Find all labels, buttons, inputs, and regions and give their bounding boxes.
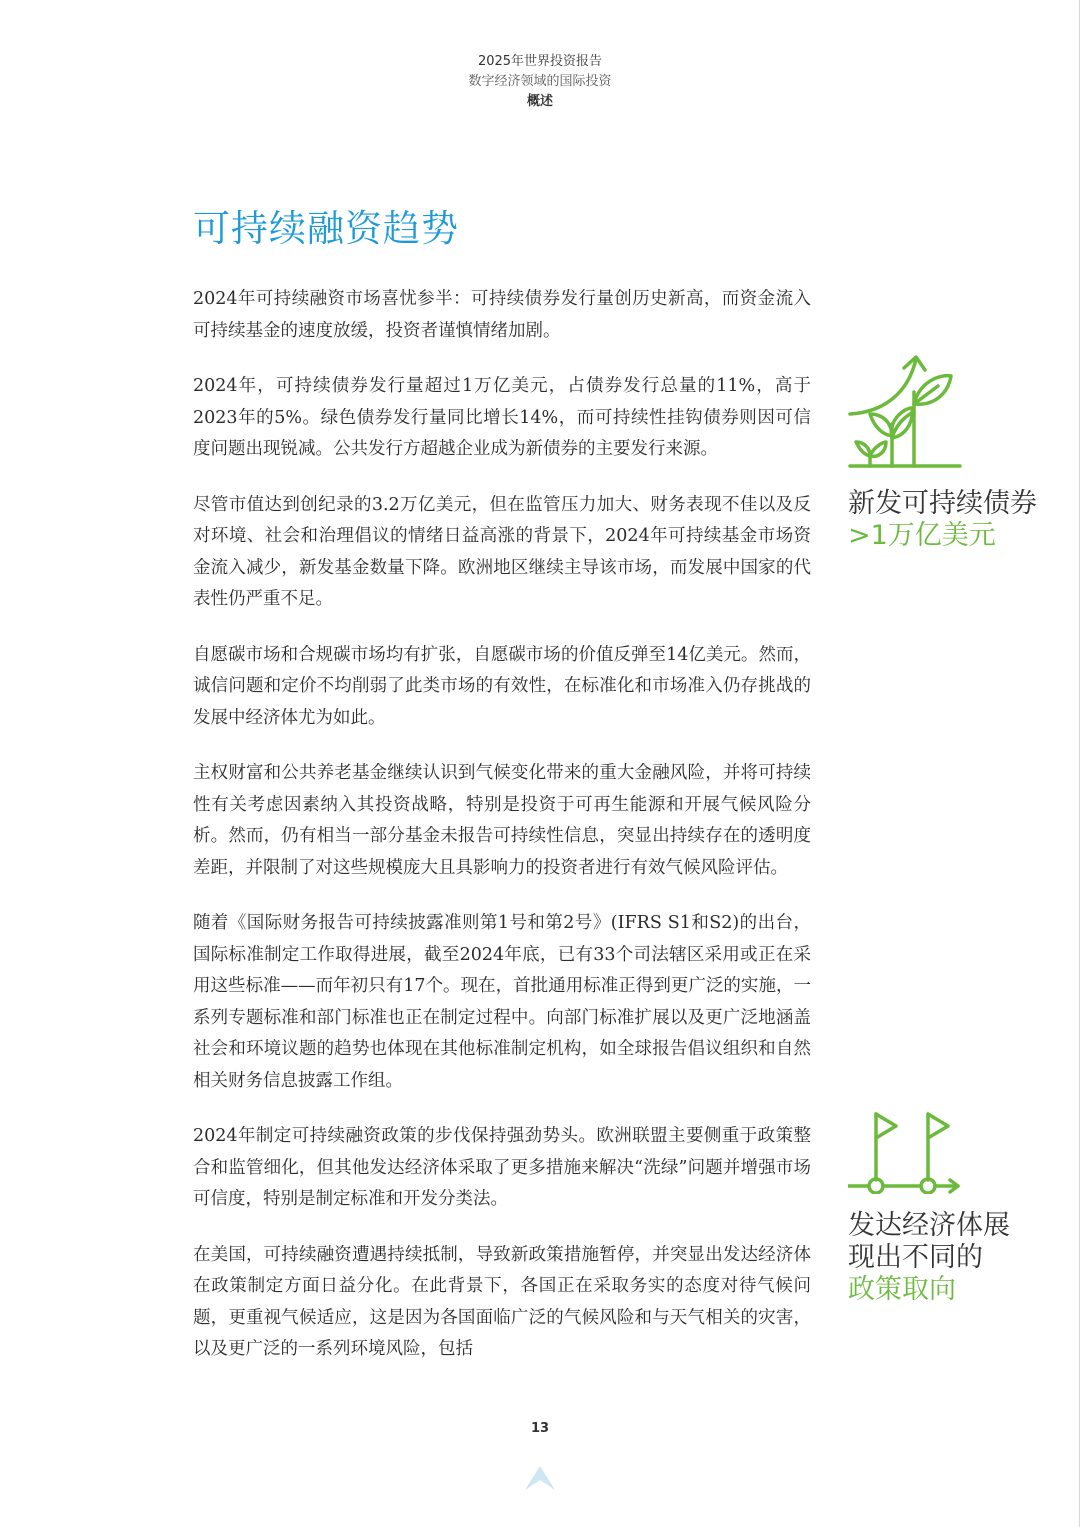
paragraph: 2024年，可持续债券发行量超过1万亿美元，占债券发行总量的11%，高于2023年的5%。绿色债券发行量同比增长14%，而可持续性挂钩债券则因可信度问题出现锐减。公共发行方超越企业成为新债券的主要发行来源。 bbox=[193, 376, 811, 459]
body-text bbox=[193, 284, 811, 1390]
running-header bbox=[0, 52, 1080, 112]
paragraph: 2024年制定可持续融资政策的步伐保持强劲势头。欧洲联盟主要侧重于政策整合和监管细化，但其他发达经济体采取了更多措施来解决“洗绿”问题并增强市场可信度，特别是制定标准和开发分类法。 bbox=[193, 1126, 811, 1209]
paragraph: 自愿碳市场和合规碳市场均有扩张，自愿碳市场的价值反弹至14亿美元。然而，诚信问题和定价不均削弱了此类市场的有效性，在标准化和市场准入仍存挑战的发展中经济体尤为如此。 bbox=[193, 644, 811, 728]
callout-sustainable-bonds bbox=[848, 354, 1073, 552]
back-to-top-icon[interactable] bbox=[522, 1460, 558, 1496]
report-subtitle: 数字经济领域的国际投资 bbox=[468, 74, 612, 89]
callout-policy bbox=[848, 1108, 1073, 1306]
report-title: 2025年世界投资报告 bbox=[477, 54, 603, 69]
page-number: 13 bbox=[530, 1421, 550, 1436]
diverging-flags-icon bbox=[848, 1108, 960, 1194]
growing-plant-arrow-icon bbox=[848, 354, 963, 470]
callout-policy-line3: 政策取向 bbox=[848, 1274, 956, 1305]
section-name: 概述 bbox=[526, 94, 553, 109]
paragraph: 2024年可持续融资市场喜忧参半：可持续债券发行量创历史新高，而资金流入可持续基金的速度放缓，投资者谨慎情绪加剧。 bbox=[193, 289, 811, 341]
paragraph: 主权财富和公共养老基金继续认识到气候变化带来的重大金融风险，并将可持续性有关考虑因素纳入其投资战略，特别是投资于可再生能源和开展气候风险分析。然而，仍有相当一部分基金未报告可持续性信息，突显出持续存在的透明度差距，并限制了对这些规模庞大且具影响力的投资者进行有效气候风险评估。 bbox=[193, 763, 811, 878]
callout-bonds-value: >1万亿美元 bbox=[848, 520, 996, 551]
paragraph: 在美国，可持续融资遭遇持续抵制，导致新政策措施暂停，并突显出发达经济体在政策制定方面日益分化。在此背景下，各国正在采取务实的态度对待气候问题，更重视气候适应，这是因为各国面临广泛的气候风险和与天气相关的灾害，以及更广泛的一系列环境风险，包括 bbox=[193, 1244, 811, 1359]
page-title: 可持续融资趋势 bbox=[193, 207, 459, 250]
callout-policy-line1: 发达经济体展 bbox=[848, 1210, 1010, 1241]
paragraph: 随着《国际财务报告可持续披露准则第1号和第2号》(IFRS S1和S2)的出台，国际标准制定工作取得进展，截至2024年底，已有33个司法辖区采用或正在采用这些标准——而年初只有17个。现在，首批通用标准正得到更广泛的实施，一系列专题标准和部门标准也正在制定过程中。向部门标准扩展以及更广泛地涵盖社会和环境议题的趋势也体现在其他标准制定机构，如全球报告倡议组织和自然相关财务信息披露工作组。 bbox=[193, 913, 811, 1091]
callout-bonds-label: 新发可持续债券 bbox=[848, 488, 1037, 519]
callout-policy-line2: 现出不同的 bbox=[848, 1242, 983, 1273]
paragraph: 尽管市值达到创纪录的3.2万亿美元，但在监管压力加大、财务表现不佳以及反对环境、社会和治理倡议的情绪日益高涨的背景下，2024年可持续基金市场资金流入减少，新发基金数量下降。欧洲地区继续主导该市场，而发展中国家的代表性仍严重不足。 bbox=[193, 494, 811, 609]
